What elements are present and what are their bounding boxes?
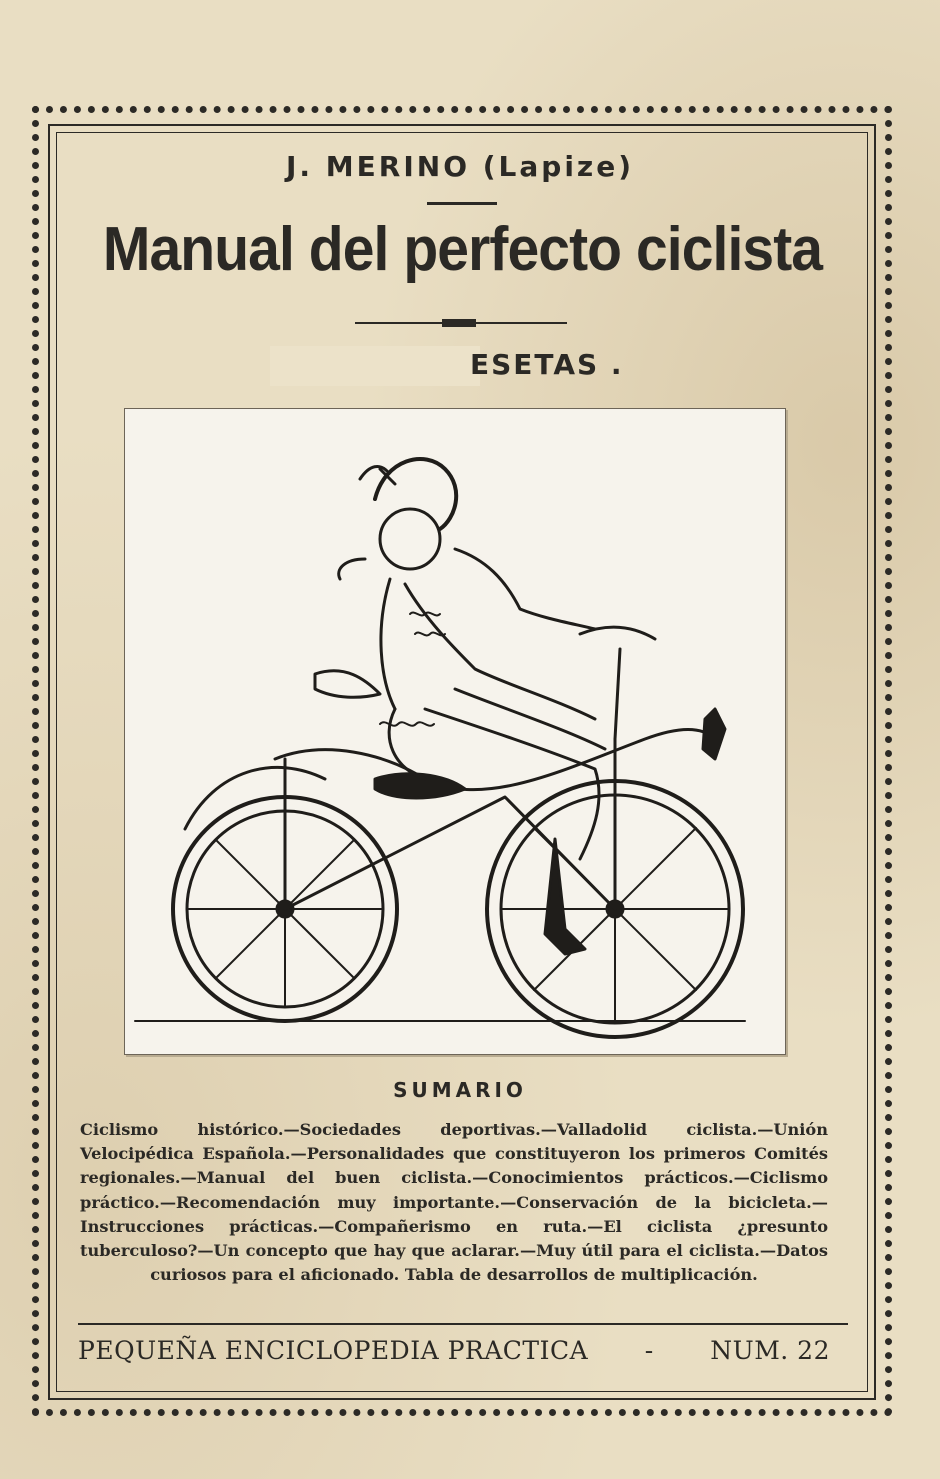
series-footer xyxy=(78,1336,830,1365)
author-name: J. MERINO (Lapize) xyxy=(285,150,634,183)
series-separator: - xyxy=(644,1336,654,1365)
book-title: Manual del perfecto ciclista xyxy=(102,215,823,284)
woman-on-velocipede-illustration xyxy=(125,409,785,1054)
title-rule-top xyxy=(427,202,497,205)
issue-number: NUM. 22 xyxy=(710,1336,830,1365)
cyclist-illustration xyxy=(124,408,786,1055)
footer-rule xyxy=(78,1323,848,1325)
price-pasted-patch xyxy=(270,346,480,386)
series-name: PEQUEÑA ENCICLOPEDIA PRACTICA xyxy=(78,1336,589,1365)
summary-text: Ciclismo histórico.—Sociedades deportivas.—Valladolid ciclista.—Unión Velocipédica Española.—Personalidades que constituyeron los primeros Comités regionales.—Manual del buen ciclista.—Conocimientos prácticos.—Ciclismo práctico.—Recomendación muy importante.—Conservación de la bicicleta.—Instrucciones prácticas.—Compañerismo en ruta.—El ciclista ¿presunto tuberculoso?—Un concepto que hay que aclarar.—Muy útil para el ciclista.—Datos curiosos para el aficionado. Tabla de desarrollos de multiplicación. xyxy=(80,1120,828,1285)
title-rule-ornament xyxy=(442,319,476,327)
summary-heading: SUMARIO xyxy=(393,1078,527,1102)
price-label: ESETAS . xyxy=(470,348,624,381)
